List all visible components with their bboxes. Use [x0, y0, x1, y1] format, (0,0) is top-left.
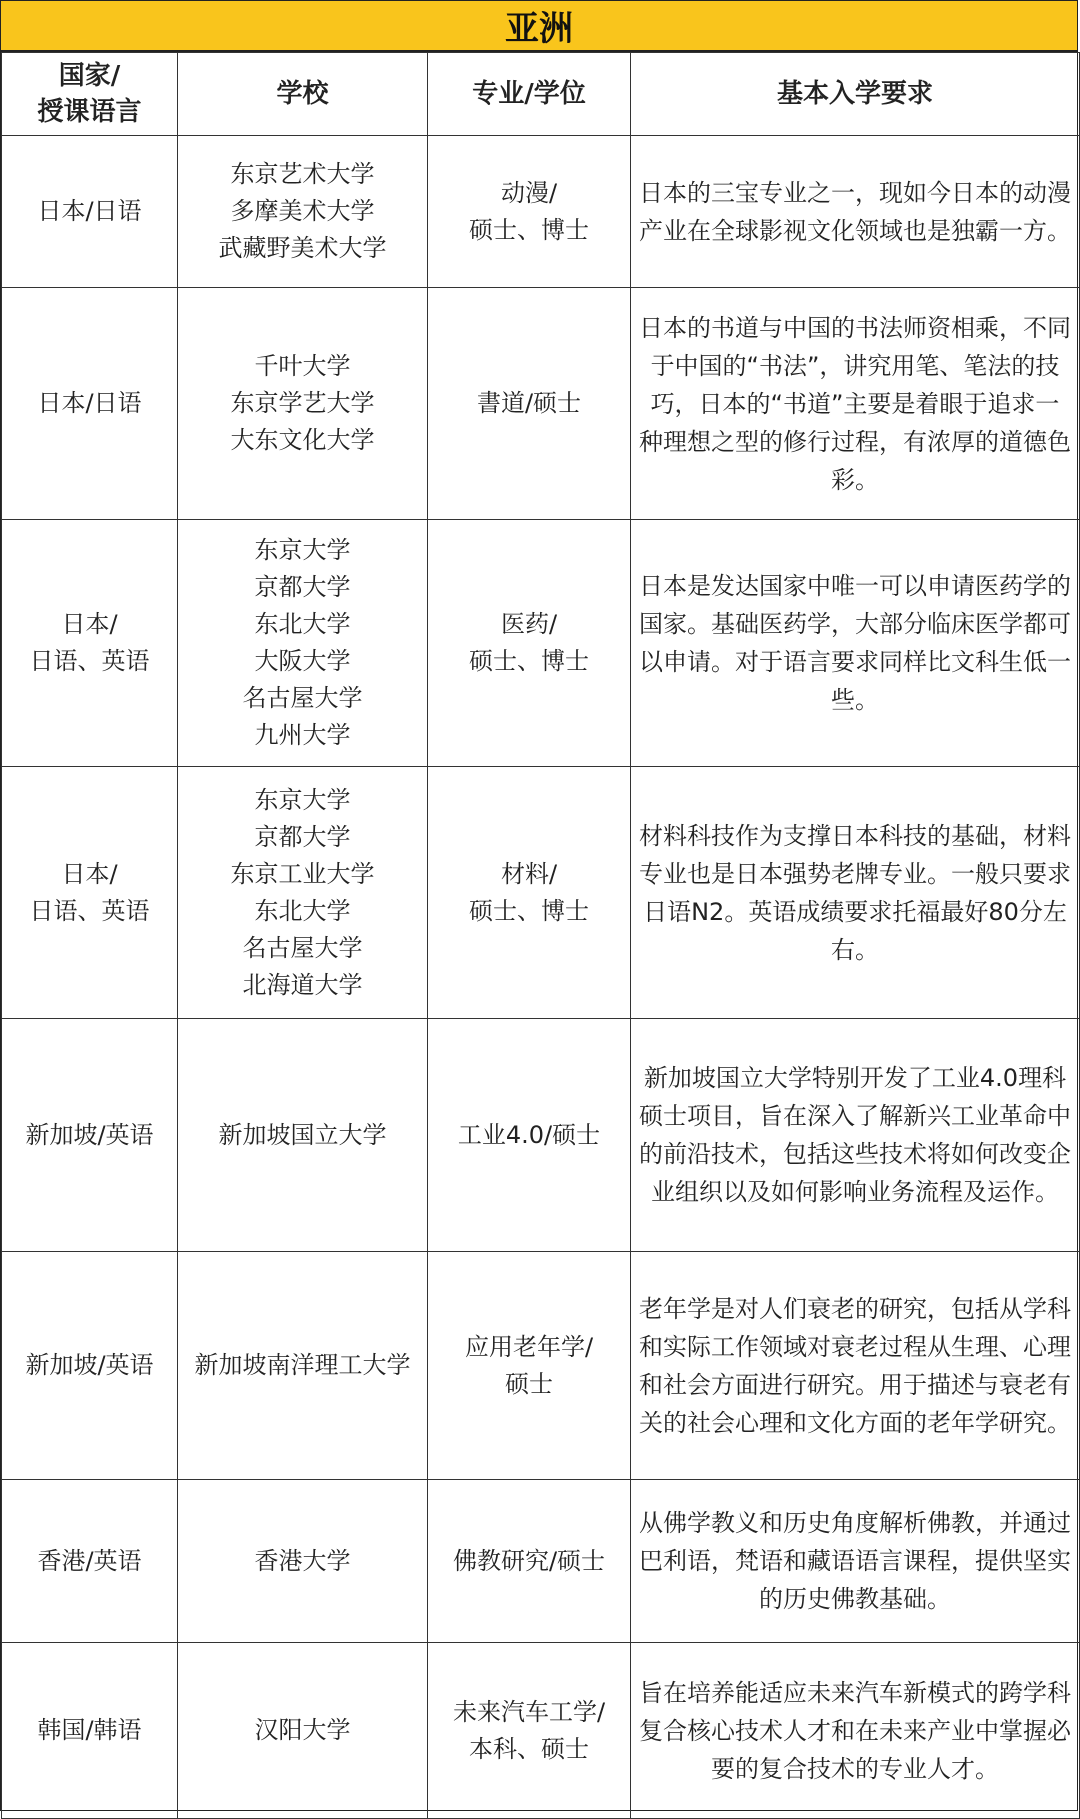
- region-title: 亚洲: [1, 1, 1077, 52]
- country-cell-line: 日本/日语: [37, 197, 142, 225]
- major-cell-line: 动漫/: [500, 178, 558, 207]
- table-row: [2, 136, 1080, 288]
- school-cell-line: 东京工业大学: [230, 859, 375, 888]
- major-cell: [428, 1019, 631, 1252]
- major-cell-line: 应用老年学/: [464, 1332, 594, 1361]
- table-row: [2, 1480, 1080, 1643]
- country-cell-line: 日语、英语: [29, 896, 150, 925]
- header-school: 学校: [178, 53, 428, 136]
- school-cell: [178, 520, 428, 767]
- school-cell-line: 千叶大学: [254, 352, 351, 380]
- table-row: [2, 767, 1080, 1019]
- school-cell-line: 名古屋大学: [242, 684, 363, 712]
- major-cell-line: 硕士、博士: [469, 215, 589, 244]
- table-row: [2, 1019, 1080, 1252]
- school-cell-line: 东北大学: [254, 610, 351, 638]
- header-country: [2, 53, 178, 136]
- major-cell-line: 硕士、博士: [469, 647, 589, 675]
- school-cell: [178, 1480, 428, 1643]
- country-cell-line: 日本/: [61, 859, 118, 888]
- school-cell: [178, 136, 428, 288]
- major-cell: [428, 288, 631, 520]
- school-cell-line: 新加坡南洋理工大学: [194, 1351, 411, 1379]
- country-cell: [2, 520, 178, 767]
- school-cell-line: 大东文化大学: [230, 426, 375, 454]
- requirement-cell: 日本是发达国家中唯一可以申请医药学的国家。基础医药学，大部分临床医学都可以申请。对于语言要求同样比文科生低一些。: [631, 520, 1080, 767]
- major-cell-line: 医药/: [500, 610, 558, 638]
- header-major: 专业/学位: [428, 53, 631, 136]
- school-cell-line: 汉阳大学: [254, 1716, 351, 1744]
- school-cell-line: 多摩美术大学: [230, 197, 375, 225]
- country-cell: [2, 1019, 178, 1252]
- requirement-cell: 旨在培养能适应未来汽车新模式的跨学科复合核心技术人才和在未来产业中掌握必要的复合技术的专业人才。: [631, 1643, 1080, 1819]
- school-cell: [178, 1252, 428, 1480]
- country-cell: [2, 136, 178, 288]
- country-cell: [2, 767, 178, 1019]
- school-cell: [178, 288, 428, 520]
- major-cell-line: 硕士、博士: [469, 896, 589, 925]
- country-cell: [2, 288, 178, 520]
- school-cell: [178, 1643, 428, 1819]
- school-cell-line: 东京艺术大学: [230, 160, 375, 188]
- school-cell-line: 香港大学: [254, 1546, 351, 1575]
- major-cell-line: 硕士: [505, 1369, 553, 1398]
- country-cell: [2, 1643, 178, 1819]
- major-cell-line: 本科、硕士: [469, 1734, 589, 1763]
- major-cell: [428, 520, 631, 767]
- country-cell-line: 日本/: [61, 610, 118, 638]
- major-cell-line: 材料/: [500, 859, 558, 888]
- school-cell-line: 东北大学: [254, 896, 351, 925]
- major-cell-line: 佛教研究/硕士: [452, 1546, 606, 1575]
- header-country-line: 授课语言: [37, 97, 142, 127]
- school-cell-line: 京都大学: [254, 573, 351, 601]
- table-row: [2, 1643, 1080, 1819]
- school-cell-line: 京都大学: [254, 822, 351, 851]
- requirement-cell: 从佛学教义和历史角度解析佛教，并通过巴利语，梵语和藏语语言课程，提供坚实的历史佛教基础。: [631, 1480, 1080, 1643]
- requirement-cell: 材料科技作为支撑日本科技的基础，材料专业也是日本强势老牌专业。一般只要求日语N2。英语成绩要求托福最好80分左右。: [631, 767, 1080, 1019]
- school-cell-line: 新加坡国立大学: [218, 1120, 387, 1149]
- header-row: [2, 53, 1080, 136]
- major-cell: [428, 1643, 631, 1819]
- major-cell: [428, 1480, 631, 1643]
- school-cell-line: 九州大学: [254, 721, 351, 749]
- school-cell-line: 东京学艺大学: [230, 389, 375, 417]
- major-cell-line: 未来汽车工学/: [452, 1697, 606, 1726]
- school-cell-line: 北海道大学: [242, 970, 363, 999]
- major-cell: [428, 767, 631, 1019]
- school-cell-line: 东京大学: [254, 536, 351, 564]
- requirement-cell: 新加坡国立大学特别开发了工业4.0理科硕士项目，旨在深入了解新兴工业革命中的前沿技术，包括这些技术将如何改变企业组织以及如何影响业务流程及运作。: [631, 1019, 1080, 1252]
- program-table: [1, 52, 1080, 1819]
- country-cell-line: 香港/英语: [37, 1546, 142, 1575]
- requirement-cell: 日本的三宝专业之一，现如今日本的动漫产业在全球影视文化领域也是独霸一方。: [631, 136, 1080, 288]
- header-country-line: 国家/: [58, 61, 121, 91]
- school-cell-line: 大阪大学: [254, 647, 351, 675]
- school-cell: [178, 767, 428, 1019]
- major-cell: [428, 1252, 631, 1480]
- country-cell-line: 新加坡/英语: [25, 1120, 154, 1149]
- country-cell: [2, 1252, 178, 1480]
- table-row: [2, 288, 1080, 520]
- country-cell: [2, 1480, 178, 1643]
- school-cell-line: 名古屋大学: [242, 933, 363, 962]
- major-cell: [428, 136, 631, 288]
- country-cell-line: 新加坡/英语: [25, 1351, 154, 1379]
- country-cell-line: 韩国/韩语: [37, 1716, 142, 1744]
- country-cell-line: 日本/日语: [37, 389, 142, 417]
- table-row: [2, 1252, 1080, 1480]
- table-row: [2, 520, 1080, 767]
- country-cell-line: 日语、英语: [29, 647, 150, 675]
- requirement-cell: 日本的书道与中国的书法师资相乘，不同于中国的“书法”，讲究用笔、笔法的技巧，日本的“书道”主要是着眼于追求一种理想之型的修行过程，有浓厚的道德色彩。: [631, 288, 1080, 520]
- requirement-cell: 老年学是对人们衰老的研究，包括从学科和实际工作领域对衰老过程从生理、心理和社会方面进行研究。用于描述与衰老有关的社会心理和文化方面的老年学研究。: [631, 1252, 1080, 1480]
- school-cell-line: 武藏野美术大学: [218, 234, 387, 262]
- school-cell-line: 东京大学: [254, 785, 351, 814]
- header-requirements: 基本入学要求: [631, 53, 1080, 136]
- school-cell: [178, 1019, 428, 1252]
- major-cell-line: 工业4.0/硕士: [457, 1120, 601, 1149]
- major-cell-line: 書道/硕士: [476, 389, 582, 417]
